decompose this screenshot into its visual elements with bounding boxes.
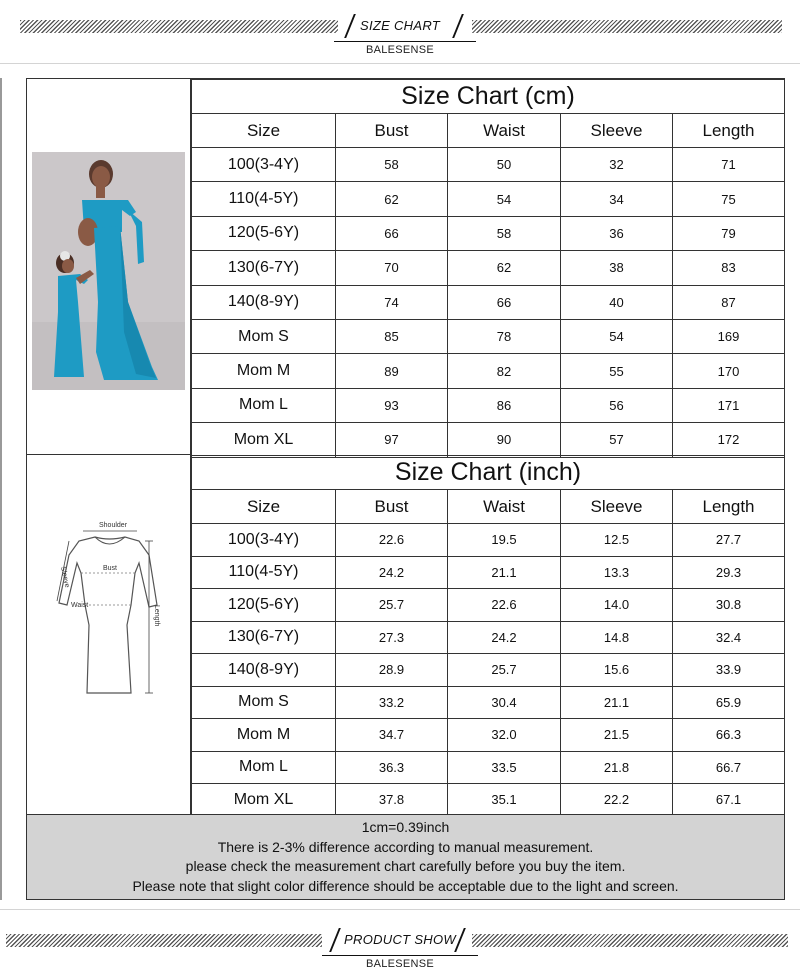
cm-cell: 32 [561,148,673,182]
cm-cell: 82 [448,354,561,388]
cm-cell: 83 [673,251,785,285]
cm-cell: 169 [673,319,785,353]
cm-cell: 50 [448,148,561,182]
size-chart-inch-table [191,455,785,817]
cm-cell: Mom XL [192,423,336,457]
inch-cell: 24.2 [448,621,561,654]
cm-cell: 57 [561,423,673,457]
cm-cell: 74 [336,285,448,319]
cm-cell: 78 [448,319,561,353]
inch-table-header-row [192,490,785,524]
inch-cell: 19.5 [448,524,561,557]
cm-cell: 55 [561,354,673,388]
inch-col-size: Size [192,490,336,524]
table-row [192,423,785,457]
table-row [192,285,785,319]
inch-cell: 110(4-5Y) [192,556,336,589]
cm-table-title: Size Chart (cm) [192,80,785,114]
model-photo [32,152,185,390]
cm-cell: 66 [448,285,561,319]
inch-cell: 33.5 [448,751,561,784]
inch-cell: 27.3 [336,621,448,654]
inch-cell: 24.2 [336,556,448,589]
header-brand: BALESENSE [365,44,435,56]
inch-cell: 130(6-7Y) [192,621,336,654]
inch-cell: 33.9 [673,654,785,687]
inch-cell: Mom L [192,751,336,784]
cm-cell: 100(3-4Y) [192,148,336,182]
cm-cell: 62 [448,251,561,285]
inch-cell: 12.5 [561,524,673,557]
inch-cell: 67.1 [673,784,785,817]
inch-cell: 33.2 [336,686,448,719]
inch-cell: 120(5-6Y) [192,589,336,622]
cm-cell: 66 [336,216,448,250]
diagram-label-sleeve: Sleeve [59,565,71,589]
cm-cell: 56 [561,388,673,422]
note-conversion: 1cm=0.39inch [361,819,450,835]
header-title: SIZE CHART [359,18,441,33]
cm-cell: 34 [561,182,673,216]
cm-cell: 58 [336,148,448,182]
cm-cell: 54 [561,319,673,353]
cm-cell: 54 [448,182,561,216]
measurement-notes [27,814,784,899]
cm-cell: 140(8-9Y) [192,285,336,319]
cm-cell: 85 [336,319,448,353]
inch-cell: 13.3 [561,556,673,589]
inch-cell: 36.3 [336,751,448,784]
measurement-diagram-cell [27,455,191,814]
model-photo-cell [27,79,191,455]
mother-daughter-dress-image [32,152,185,390]
table-row [192,182,785,216]
cm-cell: 75 [673,182,785,216]
footer-hatch-right [472,934,788,947]
cm-cell: 172 [673,423,785,457]
inch-table-title: Size Chart (inch) [192,456,785,490]
cm-cell: Mom S [192,319,336,353]
table-row [192,589,785,622]
table-row [192,354,785,388]
inch-cell: 27.7 [673,524,785,557]
inch-cell: 14.0 [561,589,673,622]
table-row [192,751,785,784]
inch-cell: 22.6 [336,524,448,557]
inch-cell: 15.6 [561,654,673,687]
table-row [192,216,785,250]
header-divider [0,63,800,64]
inch-cell: 21.1 [561,686,673,719]
measurement-diagram [27,455,191,814]
cm-cell: 171 [673,388,785,422]
table-row [192,388,785,422]
footer-brand: BALESENSE [365,958,435,970]
inch-cell: Mom S [192,686,336,719]
table-row [192,319,785,353]
inch-cell: 100(3-4Y) [192,524,336,557]
cm-col-size: Size [192,114,336,148]
cm-cell: 90 [448,423,561,457]
inch-cell: 14.8 [561,621,673,654]
header-hatch-right [472,20,782,33]
inch-col-waist: Waist [448,490,561,524]
cm-cell: 70 [336,251,448,285]
inch-col-length: Length [673,490,785,524]
inch-cell: Mom XL [192,784,336,817]
inch-cell: 37.8 [336,784,448,817]
cm-col-bust: Bust [336,114,448,148]
inch-cell: 35.1 [448,784,561,817]
cm-col-waist: Waist [448,114,561,148]
cm-cell: 97 [336,423,448,457]
note-color: Please note that slight color difference should be acceptable due to the light and screen. [132,877,679,894]
cm-cell: 89 [336,354,448,388]
cm-cell: 58 [448,216,561,250]
inch-cell: 66.7 [673,751,785,784]
cm-cell: 130(6-7Y) [192,251,336,285]
header-banner [0,4,800,60]
diagram-label-length: Length [153,605,160,627]
inch-cell: 30.4 [448,686,561,719]
cm-cell: 79 [673,216,785,250]
cm-cell: 110(4-5Y) [192,182,336,216]
cm-cell: 62 [336,182,448,216]
inch-cell: 32.4 [673,621,785,654]
table-row [192,784,785,817]
cm-cell: 120(5-6Y) [192,216,336,250]
inch-cell: 22.2 [561,784,673,817]
cm-col-length: Length [673,114,785,148]
left-edge-bar [0,78,2,900]
diagram-label-waist: Waist [71,602,89,609]
table-row [192,556,785,589]
inch-cell: 29.3 [673,556,785,589]
inch-cell: 22.6 [448,589,561,622]
inch-cell: 25.7 [336,589,448,622]
inch-cell: 21.5 [561,719,673,752]
cm-cell: 87 [673,285,785,319]
footer-title: PRODUCT SHOW [344,932,456,947]
cm-cell: Mom M [192,354,336,388]
inch-col-bust: Bust [336,490,448,524]
cm-cell: 86 [448,388,561,422]
cm-table-header-row [192,114,785,148]
cm-cell: 40 [561,285,673,319]
footer-rule [322,955,478,956]
cm-col-sleeve: Sleeve [561,114,673,148]
table-row [192,524,785,557]
cm-cell: 93 [336,388,448,422]
size-chart-cm-table [191,79,785,458]
inch-cell: Mom M [192,719,336,752]
size-chart-frame [26,78,785,900]
cm-cell: 71 [673,148,785,182]
diagram-label-shoulder: Shoulder [99,522,128,529]
footer-divider [0,909,800,910]
table-row [192,719,785,752]
inch-cell: 30.8 [673,589,785,622]
cm-cell: 38 [561,251,673,285]
cm-cell: 36 [561,216,673,250]
header-rule [334,41,476,42]
inch-cell: 21.8 [561,751,673,784]
note-check-chart: please check the measurement chart carefully before you buy the item. [185,858,626,874]
inch-cell: 140(8-9Y) [192,654,336,687]
inch-cell: 21.1 [448,556,561,589]
inch-cell: 28.9 [336,654,448,687]
table-row [192,686,785,719]
note-difference: There is 2-3% difference according to manual measurement. [217,838,594,855]
table-row [192,251,785,285]
inch-cell: 65.9 [673,686,785,719]
inch-cell: 66.3 [673,719,785,752]
inch-cell: 34.7 [336,719,448,752]
inch-cell: 32.0 [448,719,561,752]
inch-col-sleeve: Sleeve [561,490,673,524]
table-row [192,621,785,654]
inch-cell: 25.7 [448,654,561,687]
cm-cell: Mom L [192,388,336,422]
table-row [192,148,785,182]
cm-cell: 170 [673,354,785,388]
footer-banner [0,918,800,974]
table-row [192,654,785,687]
diagram-label-bust: Bust [103,565,118,572]
